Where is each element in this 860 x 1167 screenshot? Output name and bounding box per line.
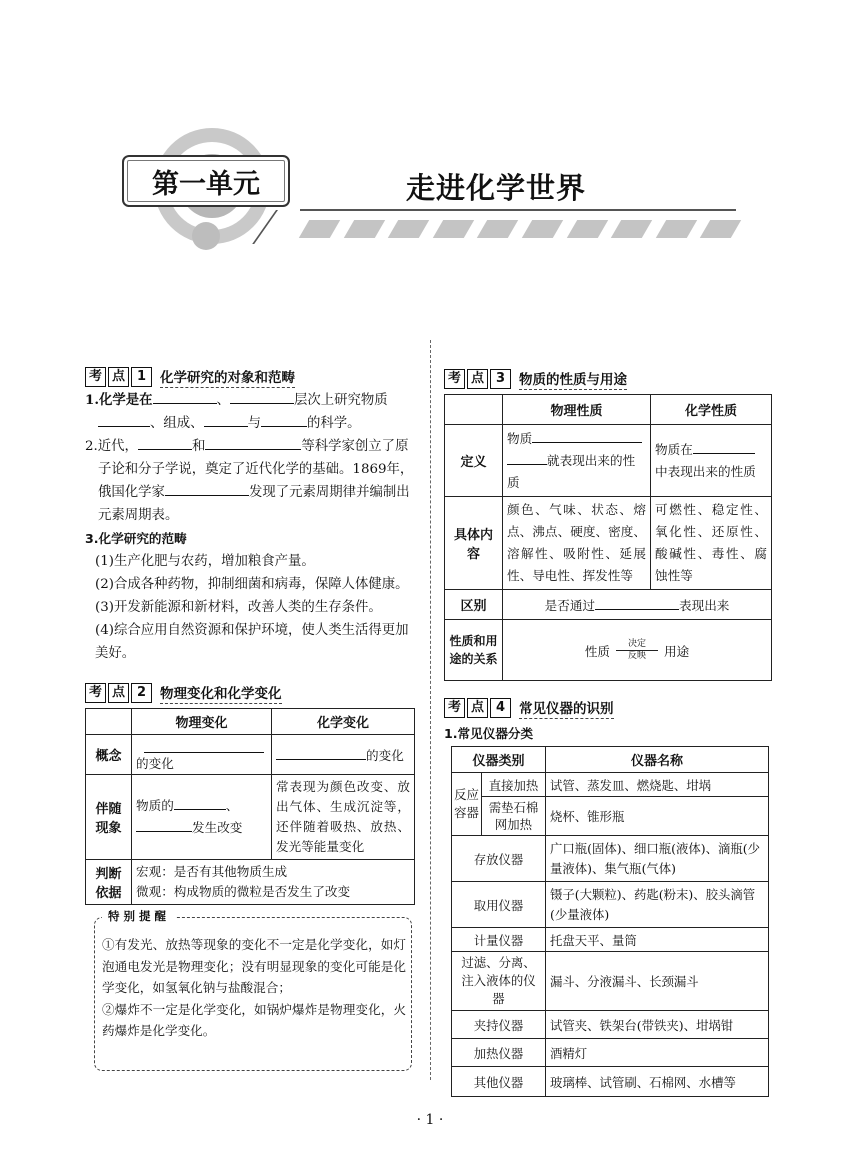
topic4-subtitle: 1.常见仪器分类 xyxy=(444,726,534,741)
reaction-container-group: 反应容器 xyxy=(452,773,482,836)
unit-title: 走进化学世界 xyxy=(406,171,587,205)
row-definition: 定义 xyxy=(445,425,503,497)
tip-title: 特别提醒 xyxy=(102,908,176,924)
topic1-content: 1.化学是在 、 层次上研究物质 、组成、 与 的科学。 2.近代， 和 等科学家创立了原子论和分子学说，奠定了近代化学的基础。1869年，俄国化学家 发现了元素周期律并编制出元素周期表。 3.化学研究的范畴 (1)生产化肥与农药，增加粮食产量。 (2)合成各种药物，抑制细菌和病毒，保障人体健康。 (3)开发新能源和新材料，改善人类的生存条件。 (4)综合应用自然资源和保护环境，使人类生活得更加美好。 xyxy=(85,389,415,665)
tip-body: ①有发光、放热等现象的变化不一定是化学变化，如灯泡通电发光是物理变化；没有明显现象的变化可能是化学变化，如氢氧化钠与盐酸混合； ②爆炸不一定是化学变化，如锅炉爆炸是物理变化，火药爆炸是化学变化。 xyxy=(102,937,406,1038)
list-item: (1)生产化肥与农药，增加粮食产量。 xyxy=(95,554,315,569)
instrument-table: 仪器类别 仪器名称 反应容器 直接加热 试管、蒸发皿、燃烧匙、坩埚 需垫石棉网加热 烧杯、锥形瓶 存放仪器 广口瓶(固体)、细口瓶(液体)、滴瓶(少量液体)、集气瓶(气体) 取用仪器 镊子(大颗粒)、药匙(粉末)、胶头滴管(少量液体) 计量仪器 托盘天平、量筒 过滤、分离、注入液体的仪器 漏斗、分液漏斗、长颈漏斗 夹持仪器 试管夹、铁架台(带铁夹)、坩埚钳 加热仪器 酒精灯 其他仪器 玻璃棒、试管刷、石棉网、水槽等 xyxy=(451,746,769,1097)
double-arrow-icon xyxy=(616,650,658,651)
property-table: 物理性质 化学性质 定义 物质 就表现出来的性质 物质在 中表现出来的性质 具体内容 颜色、气味、状态、熔点、沸点、硬度、密度、溶解性、吸附性、延展性、导电性、挥发性等 可燃性、稳定性、氧化性、还原性、酸碱性、毒性、腐蚀性等 区别 是否通过 表现出来 性质和用途的关系 性质 决定 反映 用途 xyxy=(444,394,772,681)
row-difference: 区别 xyxy=(445,590,503,620)
col-instrument-type: 仪器类别 xyxy=(452,747,546,773)
topic2-heading: 考 点 2 物理变化和化学变化 xyxy=(85,682,282,704)
topic1-scope-title: 3.化学研究的范畴 xyxy=(85,531,187,546)
row-concept: 概念 xyxy=(86,735,132,775)
col-chemical-property: 化学性质 xyxy=(651,395,772,425)
topic3-heading: 考 点 3 物质的性质与用途 xyxy=(444,368,627,390)
row-content: 具体内容 xyxy=(445,497,503,590)
column-divider xyxy=(430,340,431,1080)
col-chemical-change: 化学变化 xyxy=(272,709,415,735)
col-instrument-name: 仪器名称 xyxy=(546,747,769,773)
row-judgement: 判断依据 xyxy=(86,860,132,905)
row-phenomena: 伴随现象 xyxy=(86,775,132,860)
unit-label: 第一单元 xyxy=(122,155,290,207)
col-physical-property: 物理性质 xyxy=(503,395,651,425)
topic4-heading: 考 点 4 常见仪器的识别 xyxy=(444,697,614,719)
topic4-title: 常见仪器的识别 xyxy=(519,697,614,719)
list-item: (2)合成各种药物，抑制细菌和病毒，保障人体健康。 xyxy=(95,577,409,592)
col-physical-change: 物理变化 xyxy=(132,709,272,735)
row-relation: 性质和用途的关系 xyxy=(445,620,503,681)
relation-diagram: 性质 决定 反映 用途 xyxy=(584,638,690,661)
topic1-heading: 考 点 1 化学研究的对象和范畴 xyxy=(85,366,295,388)
topic2-title: 物理变化和化学变化 xyxy=(160,682,282,704)
topic1-title: 化学研究的对象和范畴 xyxy=(160,366,295,388)
page-number: · 1 · xyxy=(416,1112,444,1128)
list-item: (3)开发新能源和新材料，改善人类的生存条件。 xyxy=(95,600,382,615)
change-table: 物理变化 化学变化 概念 的变化 的变化 伴随现象 物质的 、 发生改变 常表现为颜色改变、放出气体、生成沉淀等，还伴随着吸热、放热、发光等能量变化 判断依据 宏观：是否有其他物质生成 微观：构成物质的微粒是否发生了改变 xyxy=(85,708,415,905)
list-item: (4)综合应用自然资源和保护环境，使人类生活得更加美好。 xyxy=(95,623,409,661)
topic3-title: 物质的性质与用途 xyxy=(519,368,627,390)
